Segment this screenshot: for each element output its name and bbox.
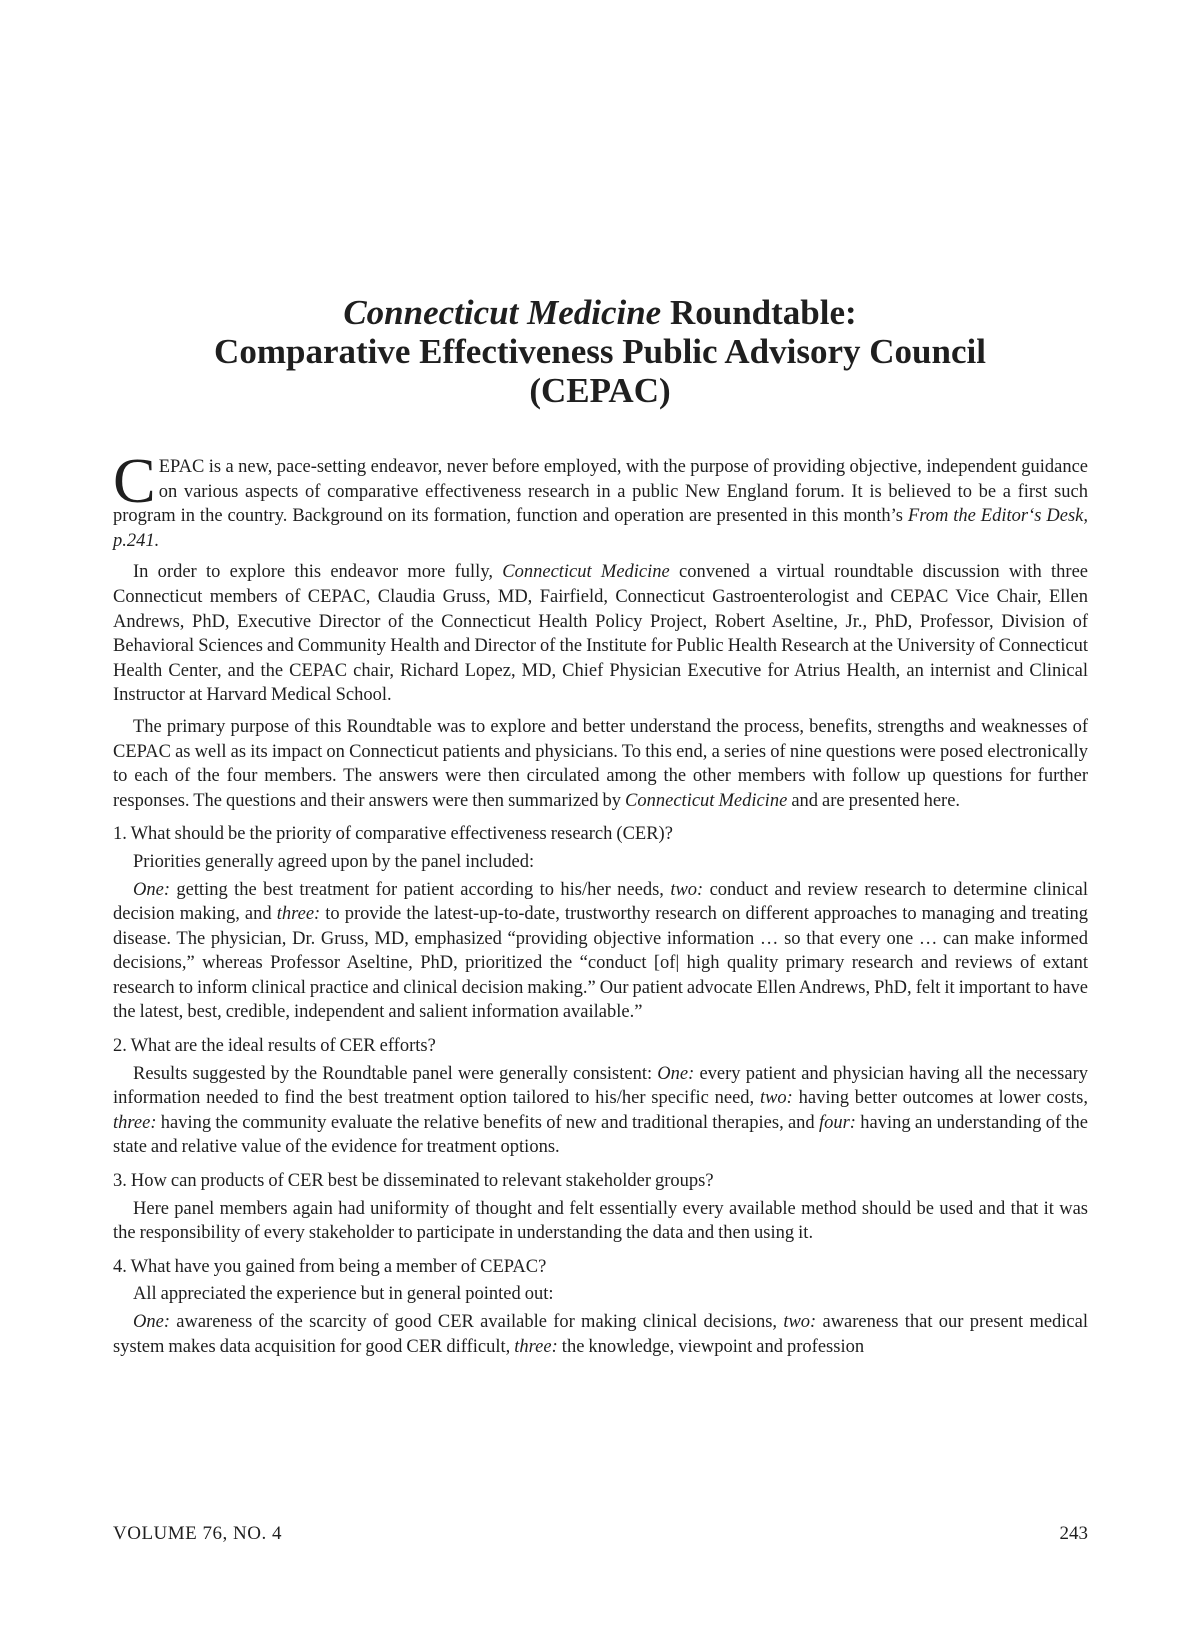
title-journal-name: Connecticut Medicine bbox=[343, 293, 662, 332]
purpose-paragraph: The primary purpose of this Roundtable was to explore and better understand the process, benefits, strengths and weaknesses of CEPAC as well as its impact on Connecticut patients and physicians. To this end, a series of nine questions were posed electronically to each of the four members. The answers were then circulated among the other members with follow up questions for further responses. The questions and their answers were then summarized by Connecticut Medicine and are presented here. bbox=[113, 716, 1088, 811]
footer-volume: VOLUME 76, NO. 4 bbox=[113, 1523, 282, 1544]
roundtable-members-paragraph: In order to explore this endeavor more fully, Connecticut Medicine convened a virtual roundtable discussion with three Connecticut members of CEPAC, Claudia Gruss, MD, Fairfield, Connecticut Gastroenterologist and CEPAC Vice Chair, Ellen Andrews, PhD, Executive Director of the Connecticut Health Policy Project, Robert Aseltine, Jr., PhD, Professor, Division of Behavioral Sciences and Community Health and Director of the Institute for Public Health Research at the University of Connecticut Health Center, and the CEPAC chair, Richard Lopez, MD, Chief Physician Executive for Atrius Health, an internist and Clinical Instructor at Harvard Medical School. bbox=[113, 562, 1088, 706]
answer-4-lead: All appreciated the experience but in general pointed out: bbox=[133, 1284, 554, 1305]
title-line-1 bbox=[110, 293, 1090, 332]
question-2: 2. What are the ideal results of CER efforts? bbox=[113, 1036, 436, 1057]
question-4: 4. What have you gained from being a member of CEPAC? bbox=[113, 1256, 547, 1277]
question-3: 3. How can products of CER best be disseminated to relevant stakeholder groups? bbox=[113, 1171, 714, 1192]
article-title bbox=[110, 293, 1090, 410]
intro-paragraph bbox=[113, 445, 1088, 553]
answer-4: One: awareness of the scarcity of good CER available for making clinical decisions, two: awareness that our present medical system makes data acquisition for good CER difficult, three: the knowledge, viewpoint and profession bbox=[113, 1312, 1088, 1357]
title-roundtable: Roundtable: bbox=[661, 293, 857, 332]
answer-2: Results suggested by the Roundtable panel were generally consistent: One: every patient and physician having all the necessary information needed to find the best treatment option tailored to his/her specific need, two: having better outcomes at lower costs, three: having the community evaluate the relative benefits of new and traditional therapies, and four: having an understanding of the state and relative value of the evidence for treatment options. bbox=[113, 1063, 1088, 1158]
footer-page-number: 243 bbox=[1059, 1523, 1088, 1544]
title-line-2: Comparative Effectiveness Public Advisory Council bbox=[214, 332, 986, 371]
intro-text: EPAC is a new, pace-setting endeavor, never before employed, with the purpose of providing objective, independent guidance on various aspects of comparative effectiveness research in a public New England forum. It is believed to be a first such program in the country. Background on its formation, function and operation are presented in this month’s bbox=[113, 457, 1088, 527]
answer-1-lead: Priorities generally agreed upon by the panel included: bbox=[133, 851, 535, 872]
answer-1: One: getting the best treatment for patient according to his/her needs, two: conduct and review research to determine clinical decision making, and three: to provide the latest-up-to-date, trustworthy research on different approaches to managing and treating disease. The physician, Dr. Gruss, MD, emphasized “providing objective information … so that every one … can make informed decisions,” whereas Professor Aseltine, PhD, prioritized the “conduct [of| high quality primary research and reviews of extant research to inform clinical practice and clinical decision making.” Our patient advocate Ellen Andrews, PhD, felt it important to have the latest, best, credible, independent and salient information available.” bbox=[113, 879, 1088, 1023]
question-1: 1. What should be the priority of comparative effectiveness research (CER)? bbox=[113, 824, 673, 845]
editors-desk-reference: From the Editor‘s Desk, p.241. bbox=[113, 506, 1088, 551]
answer-3: Here panel members again had uniformity of thought and felt essentially every available method should be used and that it was the responsibility of every stakeholder to participate in understanding the data and then using it. bbox=[113, 1198, 1088, 1244]
title-line-3: (CEPAC) bbox=[529, 371, 671, 410]
article-body bbox=[113, 445, 1088, 1366]
drop-cap: C bbox=[113, 445, 156, 516]
